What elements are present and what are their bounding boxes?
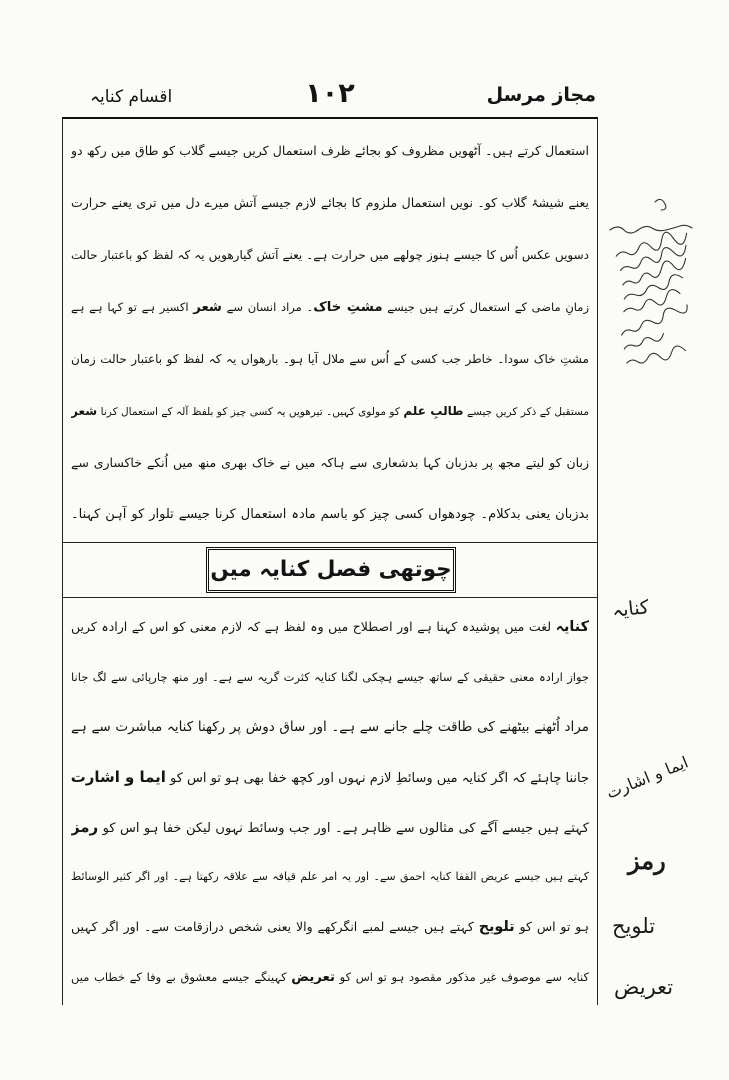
marginal-handwriting [600, 190, 722, 390]
section-text-block [71, 602, 589, 1002]
line-text: اکسیر ہے تو کہا ہے ہے [71, 300, 194, 314]
emphasized-term: کنایہ [555, 619, 589, 635]
margin-note-ramz: رمز [628, 846, 666, 875]
line-text: مشتِ خاک سودا۔ خاطر جب کسی کے اُس سے ملال آیا ہو۔ بارھواں یہ کہ لفظ کو باعتبار حالت زمان [71, 352, 589, 366]
line-text: ہو تو اس کو [514, 919, 589, 934]
body-line [71, 177, 589, 229]
running-section-title: اقسام کنایہ [90, 87, 173, 107]
line-text: کو مولوی کہیں۔ تیرھویں یہ کسی چیز کو بلفظ آلہ کے استعمال کرنا [97, 406, 404, 418]
margin-note-kinaya: کنایہ [610, 596, 651, 622]
line-text: استعمال کرتے ہیں۔ آٹھویں مظروف کو بجائے ظرف استعمال کریں جیسے گلاب کو طاق میں رکھ دو [71, 143, 589, 158]
line-text: کہتے ہیں جیسے لمبے انگرکھے والا یعنی شخص درازقامت سے۔ اور اگر کہیں [71, 919, 479, 934]
emphasized-term: رمز [71, 818, 99, 836]
line-text: کہتے ہیں جیسے عریض القفا کنایہ احمق سے۔ اور یہ امر علم قیافہ سے علاقہ رکھتا ہے۔ اور اگر کثیر الوسائط [71, 870, 589, 883]
section-heading-band [63, 542, 597, 598]
emphasized-term: تعریض [291, 970, 335, 985]
section-line [71, 852, 589, 902]
line-text: زمانِ ماضی کے استعمال کرتے ہیں جیسے [382, 300, 589, 314]
body-text-block [71, 125, 589, 541]
page-number: ۱۰۲ [305, 78, 355, 109]
section-line [71, 902, 589, 952]
body-line [71, 489, 589, 541]
margin-note-tariz: تعریض [614, 975, 674, 999]
line-text: دسویں عکس اُس کا جیسے ہنوز چولھے میں حرارت ہے۔ یعنے آتش گیارھویں یہ کہ لفظ کو باعتبار حالت [71, 248, 589, 262]
line-text: بدزبان یعنی بدکلام۔ چودھواں کسی چیز کو باسم مادہ استعمال کرنا جیسے تلوار کو آہن کہنا۔ [71, 507, 589, 522]
body-line [71, 437, 589, 489]
body-line [71, 385, 589, 437]
text-frame [62, 117, 598, 1005]
line-text: کہینگے جیسے معشوق بے وفا کے خطاب میں [71, 970, 292, 984]
emphasized-term: مشتِ خاک [313, 300, 383, 315]
margin-note-ima-isharat: ایما و اشارت [603, 752, 691, 803]
section-heading: چوتھی فصل کنایہ میں [206, 547, 456, 593]
emphasized-term: ایما و اشارت [71, 768, 166, 786]
section-line [71, 652, 589, 702]
line-text: کنایہ سے موصوف غیر مذکور مقصود ہو تو اس کو [334, 970, 589, 984]
body-line [71, 281, 589, 333]
line-text: ۔ مراد انسان سے [221, 300, 314, 314]
section-line [71, 702, 589, 752]
line-text: جواز ارادہ معنی حقیقی کے ساتھ جیسے ہچکی لگنا کنایہ کثرت گریہ سے ہے۔ اور منھ چارپائی سے لگ جانا [71, 670, 589, 684]
margin-note-talwih: تلویح [612, 914, 656, 938]
line-text: جاننا چاہئے کہ اگر کنایہ میں وسائطِ لازم نہوں اور کچھ خفا بھی ہو تو اس کو [165, 771, 589, 786]
emphasized-term: شعر [71, 404, 98, 418]
chapter-title: مجاز مرسل [486, 84, 596, 106]
line-text: مستقبل کے ذکر کریں جیسے [463, 406, 589, 418]
body-line [71, 125, 589, 177]
section-line [71, 752, 589, 802]
line-text: زبان کو لیتے مجھ پر بدزبان کہا بدشعاری سے ہاکہ میں نے خاک بھری منھ میں اُنکے خاکساری سے [71, 455, 589, 470]
line-text: لغت میں پوشیدہ کہنا ہے اور اصطلاح میں وہ لفظ ہے کہ لازم معنی کو اس کے ارادہ کریں [71, 619, 556, 634]
emphasized-term: شعر [193, 300, 222, 315]
section-line [71, 802, 589, 852]
page-header [62, 78, 598, 116]
line-text: یعنے شیشۂ گلاب کو۔ نویں استعمال ملزوم کا بجائے لازم جیسے آتش میرے دل میں تری یعنے حرارت [71, 195, 589, 210]
emphasized-term: تلویح [478, 919, 515, 935]
line-text: مراد اُٹھنے بیٹھنے کی طاقت چلے جانے سے ہے۔ اور ساق دوش پر رکھنا کنایہ مباشرت سے ہے [71, 719, 589, 735]
body-line [71, 333, 589, 385]
section-line [71, 952, 589, 1002]
line-text: کہتے ہیں جیسے آگے کی مثالوں سے ظاہر ہے۔ اور جب وسائط نہوں لیکن خفا ہو اس کو [98, 821, 589, 836]
section-line [71, 602, 589, 652]
emphasized-term: طالبِ علم [403, 404, 464, 418]
body-line [71, 229, 589, 281]
